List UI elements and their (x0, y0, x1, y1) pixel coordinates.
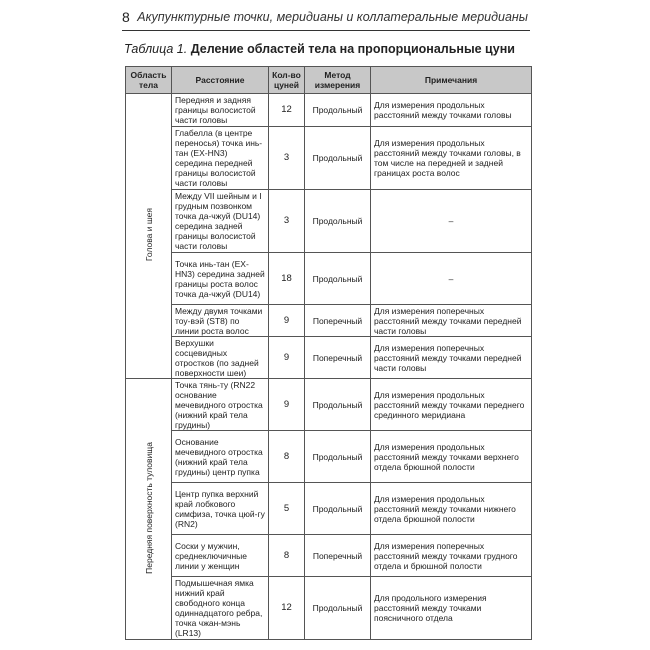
region-label: Голова и шея (143, 208, 154, 262)
distance-cell: Между двумя точками тоу-вэй (ST8) по линии роста волос (172, 305, 269, 337)
region-cell (126, 379, 172, 640)
table-row (126, 190, 532, 253)
count-cell: 8 (269, 535, 305, 577)
count-cell: 18 (269, 253, 305, 305)
distance-cell: Точка тянь-ту (RN22 основание мечевидного отростка (нижний край тела грудины) (172, 379, 269, 431)
method-cell: Продольный (305, 431, 371, 483)
notes-cell: Для измерения продольных расстояний между точками головы, в том числе на передней и задней границах роста волос (371, 127, 532, 190)
count-cell: 12 (269, 577, 305, 640)
running-header (122, 8, 530, 31)
table-caption-label: Таблица 1. (124, 42, 188, 56)
distance-cell: Соски у мужчин, среднеключичные линии у женщин (172, 535, 269, 577)
method-cell: Продольный (305, 379, 371, 431)
count-cell: 3 (269, 190, 305, 253)
region-label: Передняя поверхность туловища (143, 442, 154, 574)
method-cell: Продольный (305, 577, 371, 640)
column-header-region: Область тела (126, 67, 172, 94)
proportional-cun-table (125, 66, 532, 640)
method-cell: Поперечный (305, 337, 371, 379)
table-caption (124, 42, 515, 56)
method-cell: Продольный (305, 94, 371, 127)
notes-cell: Для измерения поперечных расстояний между точками грудного отдела и брюшной полости (371, 535, 532, 577)
notes-cell: Для измерения продольных расстояний между точками головы (371, 94, 532, 127)
count-cell: 3 (269, 127, 305, 190)
count-cell: 8 (269, 431, 305, 483)
distance-cell: Глабелла (в центре переносья) точка инь-тан (EX-HN3) середина передней границы волосистой части головы (172, 127, 269, 190)
table-row (126, 127, 532, 190)
notes-cell: Для измерения поперечных расстояний между точками передней части головы (371, 337, 532, 379)
table-row (126, 431, 532, 483)
table-caption-text: Деление областей тела на пропорциональные цуни (190, 42, 515, 56)
table-header-row (126, 67, 532, 94)
distance-cell: Верхушки сосцевидных отростков (по задней поверхности шеи) (172, 337, 269, 379)
notes-cell: Для измерения продольных расстояний между точками переднего срединного меридиана (371, 379, 532, 431)
method-cell: Продольный (305, 190, 371, 253)
distance-cell: Между VII шейным и I грудным позвонком точка да-чжуй (DU14) середина задней границы волосистой части головы (172, 190, 269, 253)
notes-cell: – (371, 190, 532, 253)
distance-cell: Точка инь-тан (EX-HN3) середина задней границы роста волос точка да-чжуй (DU14) (172, 253, 269, 305)
distance-cell: Основание мечевидного отростка (нижний край тела грудины) центр пупка (172, 431, 269, 483)
notes-cell: – (371, 253, 532, 305)
count-cell: 9 (269, 305, 305, 337)
page-number: 8 (122, 9, 130, 25)
column-header-notes: Примечания (371, 67, 532, 94)
column-header-method: Метод измерения (305, 67, 371, 94)
table-row (126, 337, 532, 379)
method-cell: Продольный (305, 253, 371, 305)
count-cell: 12 (269, 94, 305, 127)
count-cell: 9 (269, 337, 305, 379)
distance-cell: Подмышечная ямка нижний край свободного конца одиннадцатого ребра, точка чжан-мэнь (LR13) (172, 577, 269, 640)
distance-cell: Передняя и задняя границы волосистой части головы (172, 94, 269, 127)
notes-cell: Для измерения продольных расстояний между точками нижнего отдела брюшной полости (371, 483, 532, 535)
table-row (126, 379, 532, 431)
notes-cell: Для продольного измерения расстояний между точками поясничного отдела (371, 577, 532, 640)
table-row (126, 577, 532, 640)
distance-cell: Центр пупка верхний край лобкового симфиза, точка цюй-гу (RN2) (172, 483, 269, 535)
running-title: Акупунктурные точки, меридианы и коллатеральные меридианы (137, 10, 528, 24)
table-row (126, 94, 532, 127)
region-cell (126, 94, 172, 379)
table-row (126, 535, 532, 577)
method-cell: Поперечный (305, 535, 371, 577)
table-body (126, 94, 532, 640)
column-header-distance: Расстояние (172, 67, 269, 94)
notes-cell: Для измерения продольных расстояний между точками верхнего отдела брюшной полости (371, 431, 532, 483)
method-cell: Продольный (305, 483, 371, 535)
table-row (126, 483, 532, 535)
notes-cell: Для измерения поперечных расстояний между точками передней части головы (371, 305, 532, 337)
method-cell: Продольный (305, 127, 371, 190)
count-cell: 5 (269, 483, 305, 535)
table-row (126, 305, 532, 337)
table-row (126, 253, 532, 305)
count-cell: 9 (269, 379, 305, 431)
column-header-count: Кол-во цуней (269, 67, 305, 94)
method-cell: Поперечный (305, 305, 371, 337)
